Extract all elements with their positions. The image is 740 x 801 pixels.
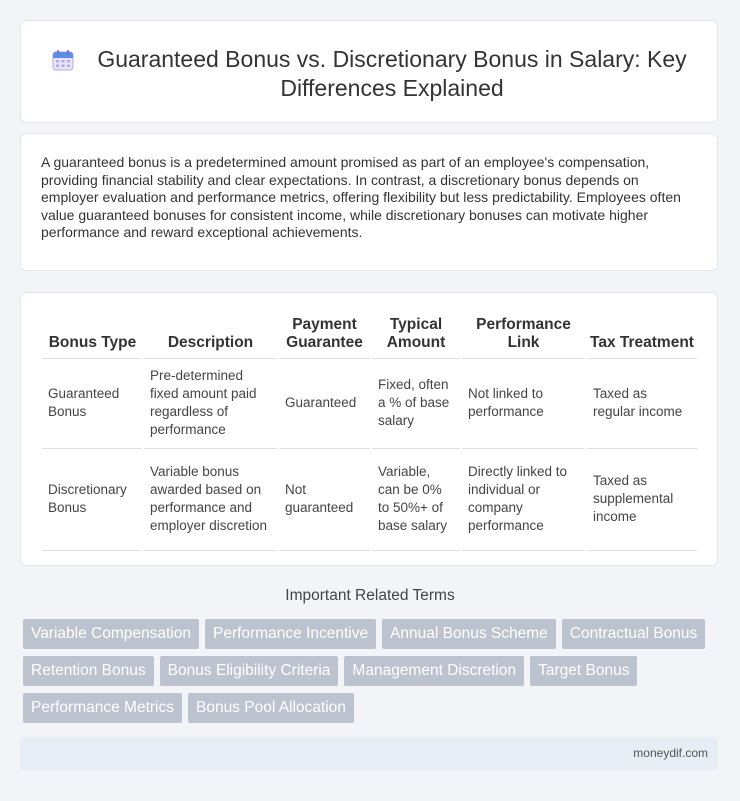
table-cell: Directly linked to individual or company performance [461, 449, 586, 551]
header-payment-guarantee: Payment Guarantee [278, 316, 371, 359]
related-terms-list [23, 619, 713, 730]
header-performance-link: Performance Link [461, 316, 586, 359]
footer [20, 737, 718, 770]
table-cell: Taxed as regular income [586, 359, 698, 449]
related-term-tag[interactable]: Bonus Eligibility Criteria [160, 656, 339, 686]
page-title: Guaranteed Bonus vs. Discretionary Bonus in Salary: Key Differences Explained [97, 46, 687, 101]
table-cell: Taxed as supplemental income [586, 449, 698, 551]
table-cell: Variable bonus awarded based on performance and employer discretion [143, 449, 278, 551]
related-terms-heading: Important Related Terms [285, 587, 455, 604]
comparison-table [42, 316, 699, 551]
header-description: Description [143, 316, 278, 359]
header-typical-amount: Typical Amount [371, 316, 461, 359]
related-term-tag[interactable]: Management Discretion [344, 656, 524, 686]
table-cell: Pre-determined fixed amount paid regardless of performance [143, 359, 278, 449]
footer-site-name: moneydif.com [633, 746, 708, 760]
table-cell: Guaranteed [278, 359, 371, 449]
related-term-tag[interactable]: Variable Compensation [23, 619, 199, 649]
related-term-tag[interactable]: Bonus Pool Allocation [188, 693, 354, 723]
table-cell: Not guaranteed [278, 449, 371, 551]
header-bonus-type: Bonus Type [42, 316, 143, 359]
table-cell: Variable, can be 0% to 50%+ of base salary [371, 449, 461, 551]
intro-paragraph: A guaranteed bonus is a predetermined amount promised as part of an employee's compensation, providing financial stability and clear expectations. In contrast, a discretionary bonus depends on employer evaluation and performance metrics, offering flexibility but less predictability. Employees often value guaranteed bonuses for consistent income, while discretionary bonuses can motivate higher performance and reward exceptional achievements. [41, 154, 681, 240]
table-cell: Discretionary Bonus [42, 449, 143, 551]
table-cell: Fixed, often a % of base salary [371, 359, 461, 449]
intro-card [20, 133, 718, 271]
related-term-tag[interactable]: Performance Incentive [205, 619, 376, 649]
table-cell: Guaranteed Bonus [42, 359, 143, 449]
title-card [20, 20, 718, 123]
table-cell: Not linked to performance [461, 359, 586, 449]
table-row [42, 359, 698, 449]
calendar-icon [51, 48, 75, 72]
comparison-table-card [20, 292, 718, 566]
related-term-tag[interactable]: Target Bonus [530, 656, 637, 686]
related-term-tag[interactable]: Annual Bonus Scheme [382, 619, 556, 649]
header-tax-treatment: Tax Treatment [586, 316, 698, 359]
related-term-tag[interactable]: Performance Metrics [23, 693, 182, 723]
related-term-tag[interactable]: Contractual Bonus [562, 619, 706, 649]
related-term-tag[interactable]: Retention Bonus [23, 656, 154, 686]
table-row [42, 449, 698, 551]
table-header-row [42, 316, 698, 359]
